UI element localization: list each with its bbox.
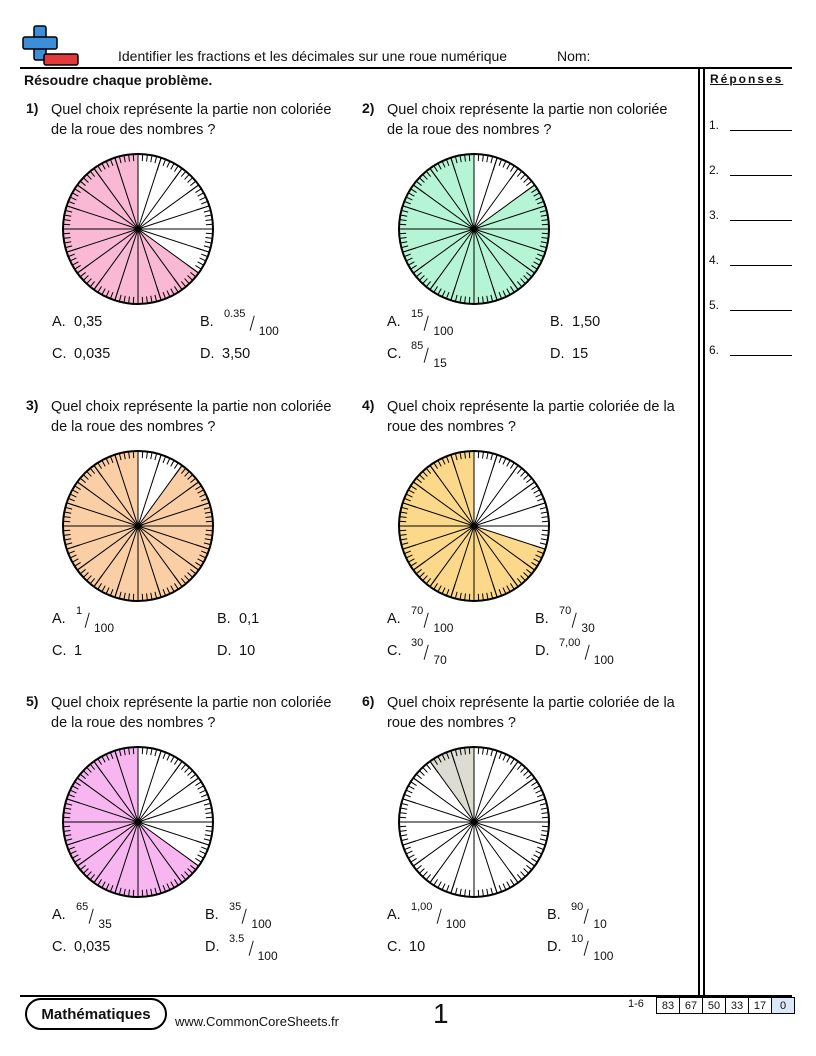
option-letter: B. — [535, 611, 549, 627]
score-cell: 83 — [656, 997, 680, 1014]
number-wheel — [61, 745, 215, 899]
fraction-denominator: 70 — [433, 653, 447, 667]
fraction-numerator: 1,00 — [411, 901, 433, 913]
option-value: 10 — [409, 939, 426, 955]
option-letter: B. — [200, 314, 214, 330]
answer-option[interactable] — [52, 314, 192, 344]
problem-number: 1) — [26, 100, 39, 116]
option-letter: C. — [387, 346, 402, 362]
number-wheel — [397, 152, 551, 306]
option-letter: C. — [52, 346, 67, 362]
answer-option[interactable] — [217, 643, 357, 673]
fraction-slash-icon: / — [583, 903, 590, 930]
option-letter: C. — [387, 939, 402, 955]
fraction-numerator: 0.35 — [224, 308, 246, 320]
answer-blank[interactable] — [730, 355, 792, 356]
fraction-slash-icon: / — [84, 607, 91, 634]
score-cell: 67 — [679, 997, 703, 1014]
option-letter: A. — [387, 907, 401, 923]
answers-title: Réponses — [710, 72, 784, 86]
option-value: 0,35 — [74, 314, 103, 330]
option-letter: B. — [205, 907, 219, 923]
answer-option[interactable] — [52, 939, 192, 969]
answer-option[interactable] — [205, 933, 345, 969]
option-letter: C. — [387, 643, 402, 659]
fraction-numerator: 65 — [76, 901, 89, 913]
column-divider — [703, 67, 705, 997]
fraction-slash-icon: / — [571, 607, 578, 634]
fraction-denominator: 35 — [98, 917, 112, 931]
answer-blank[interactable] — [730, 310, 792, 311]
question-text: Quel choix représente la partie non coloriée de la roue des nombres ? — [51, 102, 332, 138]
option-value: 1 — [74, 643, 83, 659]
score-cell: 17 — [748, 997, 772, 1014]
fraction-numerator: 70 — [411, 605, 424, 617]
option-letter: A. — [52, 611, 66, 627]
option-letter: D. — [547, 939, 562, 955]
answer-line[interactable] — [709, 343, 793, 357]
name-label: Nom: — [557, 48, 591, 64]
question-text: Quel choix représente la partie non coloriée de la roue des nombres ? — [51, 399, 332, 435]
problem-number: 3) — [26, 397, 39, 413]
option-letter: A. — [52, 907, 66, 923]
fraction-numerator: 15 — [411, 308, 424, 320]
problem-4 — [362, 397, 692, 697]
fraction-denominator: 100 — [433, 621, 454, 635]
answer-number: 1. — [709, 118, 720, 132]
fraction-numerator: 85 — [411, 340, 424, 352]
option-letter: C. — [52, 939, 67, 955]
worksheet-title: Identifier les fractions et les décimales sur une roue numérique — [118, 48, 508, 64]
answer-line[interactable] — [709, 298, 793, 312]
question-text: Quel choix représente la partie non coloriée de la roue des nombres ? — [387, 102, 668, 138]
option-letter: B. — [550, 314, 564, 330]
answer-number: 5. — [709, 298, 720, 312]
option-letter: D. — [550, 346, 565, 362]
answer-blank[interactable] — [730, 130, 792, 131]
fraction-slash-icon: / — [423, 639, 430, 666]
score-cell: 0 — [771, 997, 795, 1014]
plus-minus-logo-icon — [22, 24, 80, 68]
answer-number: 4. — [709, 253, 720, 267]
fraction-denominator: 100 — [593, 653, 614, 667]
answer-option[interactable] — [550, 346, 690, 376]
problem-6 — [362, 693, 692, 993]
option-letter: B. — [217, 611, 231, 627]
answer-option[interactable] — [52, 901, 192, 937]
option-value: 3,50 — [222, 346, 251, 362]
score-range: 1-6 — [628, 998, 644, 1010]
fraction-numerator: 10 — [571, 933, 584, 945]
option-letter: D. — [535, 643, 550, 659]
problem-1 — [26, 100, 356, 400]
option-letter: D. — [200, 346, 215, 362]
page-number: 1 — [433, 998, 449, 1029]
option-letter: B. — [547, 907, 561, 923]
option-letter: D. — [217, 643, 232, 659]
question-text: Quel choix représente la partie coloriée de la roue des nombres ? — [387, 399, 675, 435]
answer-option[interactable] — [387, 308, 527, 344]
problem-number: 6) — [362, 693, 375, 709]
fraction-denominator: 100 — [445, 917, 466, 931]
site-url: www.CommonCoreSheets.fr — [175, 1014, 339, 1029]
answer-option[interactable] — [387, 939, 527, 969]
fraction-denominator: 30 — [581, 621, 595, 635]
answer-option[interactable] — [205, 901, 345, 937]
fraction-denominator: 100 — [433, 324, 454, 338]
problem-2 — [362, 100, 692, 400]
fraction-denominator: 100 — [251, 917, 272, 931]
fraction-denominator: 100 — [258, 324, 279, 338]
fraction-slash-icon: / — [247, 935, 254, 962]
answer-option[interactable] — [547, 933, 687, 969]
fraction-numerator: 35 — [229, 901, 242, 913]
fraction-slash-icon: / — [423, 310, 430, 337]
fraction-slash-icon: / — [248, 310, 255, 337]
answer-option[interactable] — [52, 643, 192, 673]
answer-line[interactable] — [709, 253, 793, 267]
option-value: 0,035 — [74, 346, 111, 362]
fraction-denominator: 100 — [257, 949, 278, 963]
fraction-numerator: 7,00 — [559, 637, 581, 649]
answer-blank[interactable] — [730, 220, 792, 221]
answer-line[interactable] — [709, 208, 793, 222]
subject-badge: Mathématiques — [25, 998, 167, 1030]
fraction-denominator: 15 — [433, 356, 447, 370]
fraction-slash-icon: / — [88, 903, 95, 930]
answer-blank[interactable] — [730, 175, 792, 176]
answer-option[interactable] — [387, 340, 527, 376]
fraction-denominator: 100 — [94, 621, 115, 635]
answer-number: 2. — [709, 163, 720, 177]
fraction-slash-icon: / — [423, 342, 430, 369]
fraction-slash-icon: / — [423, 607, 430, 634]
fraction-slash-icon: / — [435, 903, 442, 930]
instructions: Résoudre chaque problème. — [24, 72, 213, 88]
problem-number: 2) — [362, 100, 375, 116]
fraction-denominator: 10 — [593, 917, 607, 931]
answer-option[interactable] — [217, 611, 357, 641]
option-value: 1,50 — [572, 314, 601, 330]
answer-option[interactable] — [200, 308, 340, 344]
number-wheel — [61, 449, 215, 603]
answer-number: 3. — [709, 208, 720, 222]
option-letter: A. — [52, 314, 66, 330]
header-rule — [20, 67, 792, 69]
fraction-numerator: 1 — [76, 605, 83, 617]
fraction-denominator: 100 — [593, 949, 614, 963]
answer-line[interactable] — [709, 163, 793, 177]
option-letter: D. — [205, 939, 220, 955]
column-divider — [698, 67, 700, 997]
answer-line[interactable] — [709, 118, 793, 132]
option-letter: A. — [387, 611, 401, 627]
option-letter: A. — [387, 314, 401, 330]
number-wheel — [61, 152, 215, 306]
question-text: Quel choix représente la partie coloriée de la roue des nombres ? — [387, 695, 675, 731]
option-letter: C. — [52, 643, 67, 659]
answer-option[interactable] — [535, 605, 675, 641]
answer-option[interactable] — [387, 901, 527, 937]
fraction-numerator: 30 — [411, 637, 424, 649]
answer-option[interactable] — [547, 901, 687, 937]
fraction-slash-icon: / — [583, 639, 590, 666]
number-wheel — [397, 745, 551, 899]
problem-number: 5) — [26, 693, 39, 709]
option-value: 10 — [239, 643, 256, 659]
option-value: 0,035 — [74, 939, 111, 955]
answer-option[interactable] — [535, 637, 675, 673]
number-wheel — [397, 449, 551, 603]
answer-option[interactable] — [200, 346, 340, 376]
option-value: 0,1 — [239, 611, 260, 627]
fraction-numerator: 70 — [559, 605, 572, 617]
option-value: 15 — [572, 346, 589, 362]
answer-option[interactable] — [52, 605, 192, 641]
fraction-numerator: 90 — [571, 901, 584, 913]
answer-option[interactable] — [387, 605, 527, 641]
problem-number: 4) — [362, 397, 375, 413]
question-text: Quel choix représente la partie non coloriée de la roue des nombres ? — [51, 695, 332, 731]
answer-blank[interactable] — [730, 265, 792, 266]
answer-option[interactable] — [550, 314, 690, 344]
problem-3 — [26, 397, 356, 697]
fraction-numerator: 3.5 — [229, 933, 245, 945]
answer-option[interactable] — [52, 346, 192, 376]
fraction-slash-icon: / — [241, 903, 248, 930]
score-cell: 50 — [702, 997, 726, 1014]
answer-option[interactable] — [387, 637, 527, 673]
score-cell: 33 — [725, 997, 749, 1014]
fraction-slash-icon: / — [583, 935, 590, 962]
answer-number: 6. — [709, 343, 720, 357]
problem-5 — [26, 693, 356, 993]
